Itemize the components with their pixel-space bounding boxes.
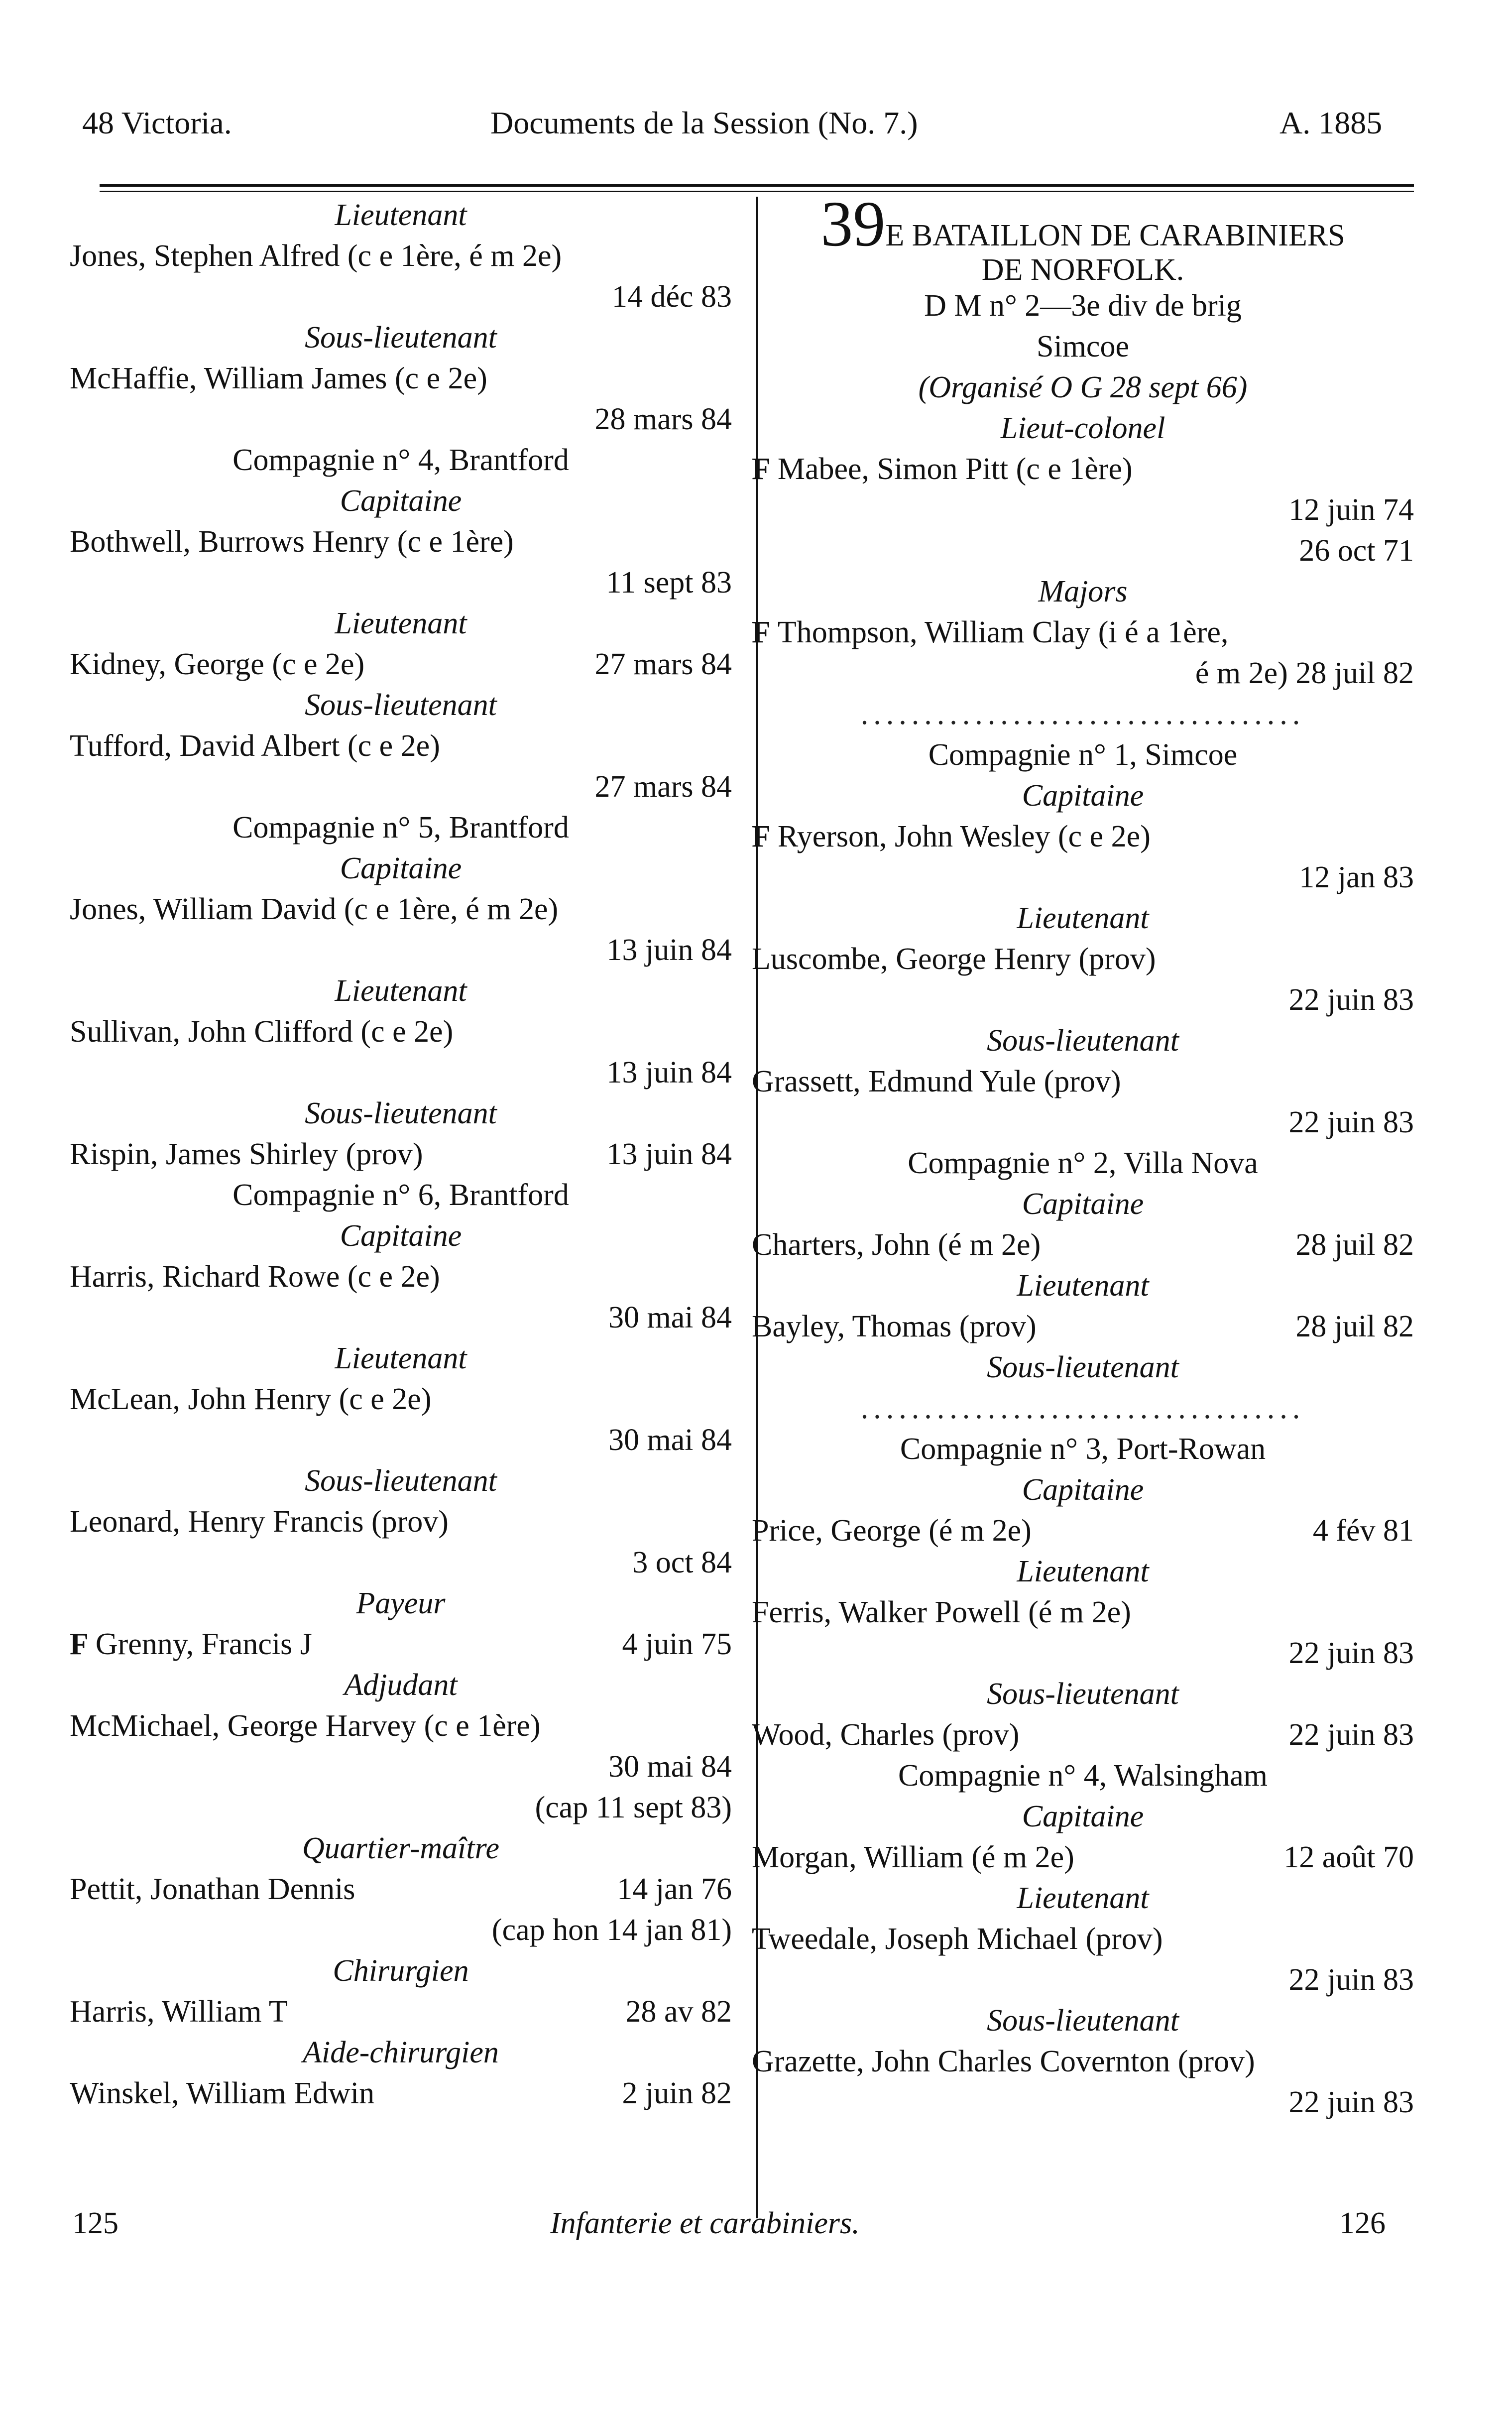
- officer-name: [752, 1839, 1074, 1880]
- officer-name-text: Grenny, Francis J: [95, 1627, 312, 1661]
- company-heading: D M n° 2—3e div de brig: [924, 289, 1242, 323]
- page-header: [0, 105, 1512, 154]
- rank-heading: Sous-lieutenant: [987, 2004, 1179, 2038]
- commission-date: 2 juin 82: [622, 2076, 732, 2110]
- commission-date: 22 juin 83: [1288, 2085, 1414, 2119]
- battalion-number: 39: [820, 188, 886, 260]
- officer-name-text: Bayley, Thomas (prov): [752, 1310, 1037, 1343]
- rank-heading: Capitaine: [340, 484, 462, 518]
- commission-date: (cap 11 sept 83): [535, 1791, 732, 1824]
- commission-date: 11 sept 83: [606, 566, 732, 600]
- footer-caption: Infanterie et carabiniers.: [550, 2206, 860, 2240]
- commission-date: 14 déc 83: [611, 280, 732, 314]
- commission-date: 27 mars 84: [594, 647, 732, 681]
- officer-name: [70, 1993, 288, 2034]
- officer-entry: [752, 1308, 1414, 1349]
- footer-page-right: 126: [1339, 2206, 1386, 2240]
- commission-date: 27 mars 84: [594, 770, 732, 804]
- officer-name: [752, 1308, 1037, 1349]
- commission-date: 22 juin 83: [1288, 983, 1414, 1017]
- officer-name: Jones, William David (c e 1ère, é m 2e): [70, 892, 559, 926]
- officer-name: [752, 1226, 1041, 1267]
- officer-name-text: Wood, Charles (prov): [752, 1718, 1020, 1752]
- rank-heading: Lieutenant: [1017, 1881, 1149, 1915]
- battalion-title: [752, 188, 1414, 260]
- rank-heading: Capitaine: [1022, 1473, 1144, 1507]
- rank-heading: Lieut-colonel: [1000, 411, 1165, 445]
- commission-date: 28 mars 84: [594, 402, 732, 436]
- commission-date: é m 2e) 28 juil 82: [1195, 656, 1414, 690]
- officer-name-text: Price, George (é m 2e): [752, 1514, 1032, 1548]
- officer-name: Tweedale, Joseph Michael (prov): [752, 1922, 1163, 1956]
- officer-name-text: Kidney, George (c e 2e): [70, 647, 365, 681]
- commission-date: 22 juin 83: [1288, 1105, 1414, 1139]
- header-rule-thick: [100, 184, 1414, 187]
- commission-date: (cap hon 14 jan 81): [491, 1913, 732, 1947]
- company-heading: Compagnie n° 4, Brantford: [233, 443, 569, 477]
- rank-heading: Adjudant: [344, 1668, 458, 1702]
- rank-heading: Sous-lieutenant: [305, 688, 497, 722]
- commission-date: 28 av 82: [625, 1995, 732, 2029]
- battalion-subtitle: DE NORFOLK.: [981, 253, 1184, 287]
- officer-entry: [70, 1871, 732, 1912]
- officer-name: McMichael, George Harvey (c e 1ère): [70, 1709, 541, 1743]
- officer-name: [70, 646, 364, 687]
- officer-name-text: Winskel, William Edwin: [70, 2076, 375, 2110]
- company-heading: Compagnie n° 3, Port-Rowan: [900, 1432, 1266, 1466]
- header-year: A. 1885: [1279, 105, 1383, 140]
- company-heading: Compagnie n° 1, Simcoe: [928, 738, 1238, 772]
- officer-name: Leonard, Henry Francis (prov): [70, 1505, 449, 1539]
- commission-date: 26 oct 71: [1299, 534, 1414, 568]
- officer-name: [70, 2075, 374, 2116]
- officer-name: Jones, Stephen Alfred (c e 1ère, é m 2e): [70, 239, 562, 273]
- header-rule-thin: [100, 191, 1414, 192]
- commission-date: 28 juil 82: [1295, 1310, 1414, 1343]
- officer-name-text: Thompson, William Clay (i é a 1ère,: [777, 615, 1229, 649]
- rank-heading: Capitaine: [1022, 1800, 1144, 1833]
- officer-name-text: Mabee, Simon Pitt (c e 1ère): [777, 452, 1133, 486]
- rank-heading: Lieutenant: [335, 198, 467, 232]
- fenian-medal-mark: F: [752, 615, 771, 649]
- officer-entry: [70, 2075, 732, 2116]
- left-column: [70, 197, 732, 2116]
- rank-heading: Lieutenant: [335, 1341, 467, 1375]
- officer-entry: [752, 1226, 1414, 1267]
- rank-heading: Sous-lieutenant: [987, 1677, 1179, 1711]
- officer-entry: [752, 1512, 1414, 1553]
- header-session: 48 Victoria.: [82, 105, 232, 140]
- commission-date: 12 août 70: [1283, 1840, 1414, 1874]
- rank-heading: (Organisé O G 28 sept 66): [918, 370, 1248, 404]
- commission-date: 22 juin 83: [1288, 1718, 1414, 1752]
- officer-name: Grassett, Edmund Yule (prov): [752, 1065, 1121, 1098]
- rank-heading: Majors: [1038, 575, 1128, 608]
- commission-date: 12 jan 83: [1299, 860, 1414, 894]
- dotted-separator: ...................................: [860, 1391, 1305, 1425]
- officer-name: Ferris, Walker Powell (é m 2e): [752, 1595, 1131, 1629]
- rank-heading: Sous-lieutenant: [987, 1024, 1179, 1058]
- fenian-medal-mark: F: [752, 452, 771, 486]
- company-heading: Compagnie n° 2, Villa Nova: [908, 1146, 1258, 1180]
- company-heading: Compagnie n° 6, Brantford: [233, 1178, 569, 1212]
- officer-name: Bothwell, Burrows Henry (c e 1ère): [70, 525, 514, 559]
- commission-date: 13 juin 84: [606, 933, 732, 967]
- commission-date: 13 juin 84: [606, 1056, 732, 1089]
- officer-name: [752, 1512, 1032, 1553]
- commission-date: 22 juin 83: [1288, 1636, 1414, 1670]
- officer-name: McHaffie, William James (c e 2e): [70, 362, 487, 395]
- commission-date: 22 juin 83: [1288, 1963, 1414, 1997]
- commission-date: 4 fév 81: [1312, 1514, 1414, 1548]
- commission-date: 13 juin 84: [606, 1137, 732, 1171]
- officer-entry: [70, 1626, 732, 1667]
- officer-name-text: Rispin, James Shirley (prov): [70, 1137, 423, 1171]
- company-heading: Compagnie n° 4, Walsingham: [898, 1759, 1268, 1793]
- rank-heading: Chirurgien: [333, 1954, 469, 1988]
- rank-heading: Payeur: [356, 1586, 446, 1620]
- officer-name-text: Charters, John (é m 2e): [752, 1228, 1041, 1262]
- rank-heading: Capitaine: [1022, 1187, 1144, 1221]
- officer-name-text: Harris, William T: [70, 1995, 288, 2029]
- commission-date: 12 juin 74: [1288, 493, 1414, 527]
- officer-entry: [70, 1993, 732, 2034]
- officer-name: [70, 1871, 355, 1912]
- commission-date: 4 juin 75: [622, 1627, 732, 1661]
- battalion-title-text: E BATAILLON DE CARABINIERS: [885, 219, 1345, 252]
- rank-heading: Capitaine: [340, 851, 462, 885]
- rank-heading: Capitaine: [1022, 779, 1144, 813]
- commission-date: 30 mai 84: [608, 1750, 732, 1784]
- officer-entry: [70, 646, 732, 687]
- rank-heading: Sous-lieutenant: [305, 1464, 497, 1498]
- commission-date: 30 mai 84: [608, 1423, 732, 1457]
- rank-heading: Lieutenant: [1017, 1555, 1149, 1588]
- officer-name: Grazette, John Charles Covernton (prov): [752, 2045, 1255, 2078]
- rank-heading: Sous-lieutenant: [305, 1096, 497, 1130]
- officer-name: [752, 1716, 1019, 1757]
- right-column: [752, 188, 1414, 2125]
- officer-name: Sullivan, John Clifford (c e 2e): [70, 1015, 454, 1049]
- commission-date: 30 mai 84: [608, 1301, 732, 1334]
- officer-name: McLean, John Henry (c e 2e): [70, 1382, 432, 1416]
- company-heading: Simcoe: [1037, 330, 1129, 363]
- officer-entry: [752, 1716, 1414, 1757]
- fenian-medal-mark: F: [752, 820, 771, 853]
- officer-name: Tufford, David Albert (c e 2e): [70, 729, 440, 763]
- officer-name: [70, 1136, 423, 1177]
- rank-heading: Quartier-maître: [302, 1831, 499, 1865]
- header-title: Documents de la Session (No. 7.): [490, 105, 918, 140]
- rank-heading: Capitaine: [340, 1219, 462, 1253]
- officer-entry: [752, 1839, 1414, 1880]
- commission-date: 28 juil 82: [1295, 1228, 1414, 1262]
- officer-name: [70, 1626, 312, 1667]
- officer-name-text: Morgan, William (é m 2e): [752, 1840, 1074, 1874]
- officer-name: [752, 818, 1414, 859]
- officer-name: [752, 614, 1414, 655]
- officer-name: Harris, Richard Rowe (c e 2e): [70, 1260, 440, 1294]
- officer-entry: [70, 1136, 732, 1177]
- footer-page-left: 125: [72, 2206, 118, 2240]
- commission-date: 14 jan 76: [617, 1872, 732, 1906]
- rank-heading: Aide-chirurgien: [303, 2036, 499, 2069]
- fenian-medal-mark: F: [70, 1627, 89, 1661]
- rank-heading: Sous-lieutenant: [305, 321, 497, 355]
- rank-heading: Lieutenant: [335, 606, 467, 640]
- right-column-lines: [752, 287, 1414, 2125]
- officer-name-text: Pettit, Jonathan Dennis: [70, 1872, 355, 1906]
- officer-name: [752, 451, 1414, 491]
- rank-heading: Lieutenant: [335, 974, 467, 1008]
- dotted-separator: ...................................: [860, 697, 1305, 731]
- company-heading: Compagnie n° 5, Brantford: [233, 811, 569, 845]
- rank-heading: Lieutenant: [1017, 1269, 1149, 1303]
- officer-name: Luscombe, George Henry (prov): [752, 942, 1156, 976]
- rank-heading: Lieutenant: [1017, 901, 1149, 935]
- officer-name-text: Ryerson, John Wesley (c e 2e): [777, 820, 1151, 853]
- commission-date: 3 oct 84: [632, 1546, 732, 1579]
- rank-heading: Sous-lieutenant: [987, 1350, 1179, 1384]
